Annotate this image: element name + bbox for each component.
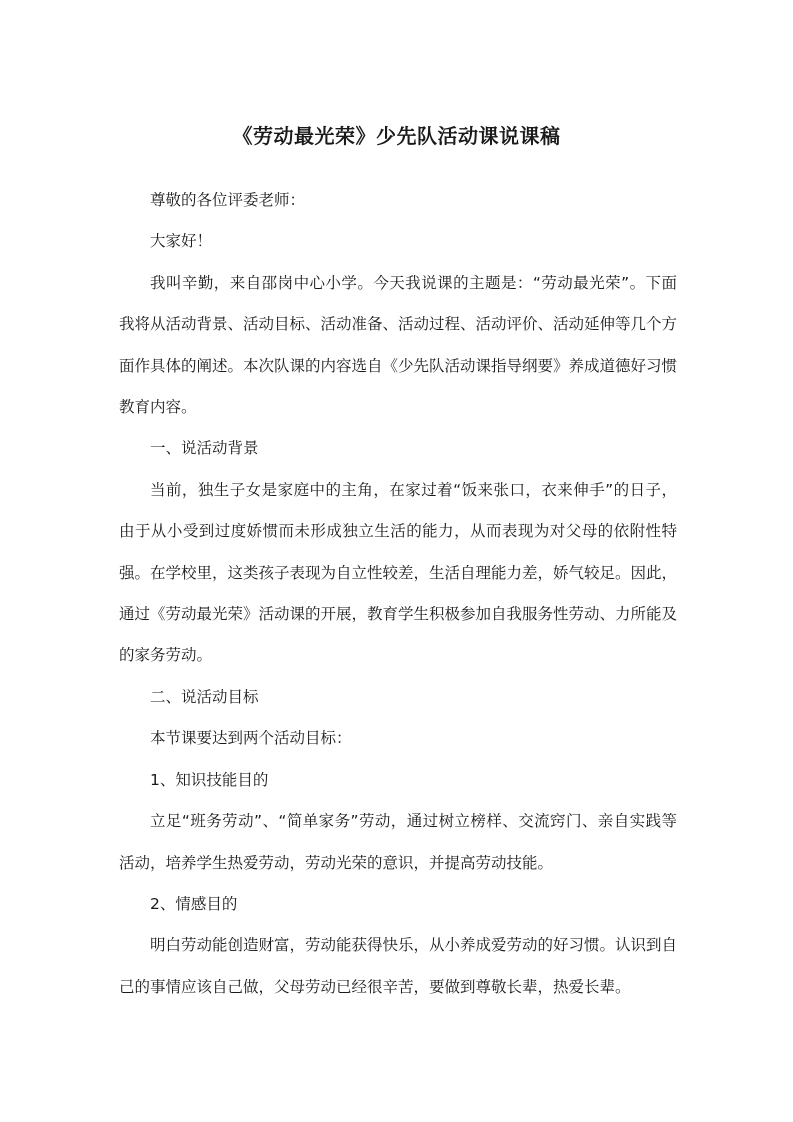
paragraph-goals-intro: 本节课要达到两个活动目标： bbox=[150, 729, 352, 748]
document-body bbox=[119, 180, 677, 1008]
paragraph-background: 当前，独生子女是家庭中的主角，在家过着“饭来张口，衣来伸手”的日子，由于从小受到过度娇惯而未形成独立生活的能力，从而表现为对父母的依附性特强。在学校里，这类孩子表现为自立性较差，生活自理能力差，娇气较足。因此，通过《劳动最光荣》活动课的开展，教育学生积极参加自我服务性劳动、力所能及的家务劳动。 bbox=[119, 480, 678, 665]
paragraph-introduction: 我叫辛勤，来自邵岗中心小学。今天我说课的主题是：“劳动最光荣”。下面我将从活动背景、活动目标、活动准备、活动过程、活动评价、活动延伸等几个方面作具体的阐述。本次队课的内容选自《少先队活动课指导纲要》养成道德好习惯教育内容。 bbox=[119, 273, 678, 417]
subheading-knowledge-skills: 1、知识技能目的 bbox=[150, 770, 269, 789]
paragraph-salutation: 尊敬的各位评委老师： bbox=[150, 191, 306, 209]
section-heading-goals: 二、说活动目标 bbox=[150, 687, 259, 706]
paragraph-emotional: 明白劳动能创造财富，劳动能获得快乐，从小养成爱劳动的好习惯。认识到自己的事情应该自己做，父母劳动已经很辛苦，要做到尊敬长辈，热爱长辈。 bbox=[119, 936, 678, 996]
paragraph-greeting: 大家好！ bbox=[150, 232, 213, 251]
subheading-emotional: 2、情感目的 bbox=[150, 894, 238, 913]
document-title: 《劳动最光荣》少先队活动课说课稿 bbox=[232, 124, 561, 148]
paragraph-knowledge-skills: 立足“班务劳动”、“简单家务”劳动，通过树立榜样、交流窍门、亲自实践等活动，培养学生热爱劳动，劳动光荣的意识，并提高劳动技能。 bbox=[119, 812, 677, 872]
section-heading-background: 一、说活动背景 bbox=[150, 439, 259, 458]
